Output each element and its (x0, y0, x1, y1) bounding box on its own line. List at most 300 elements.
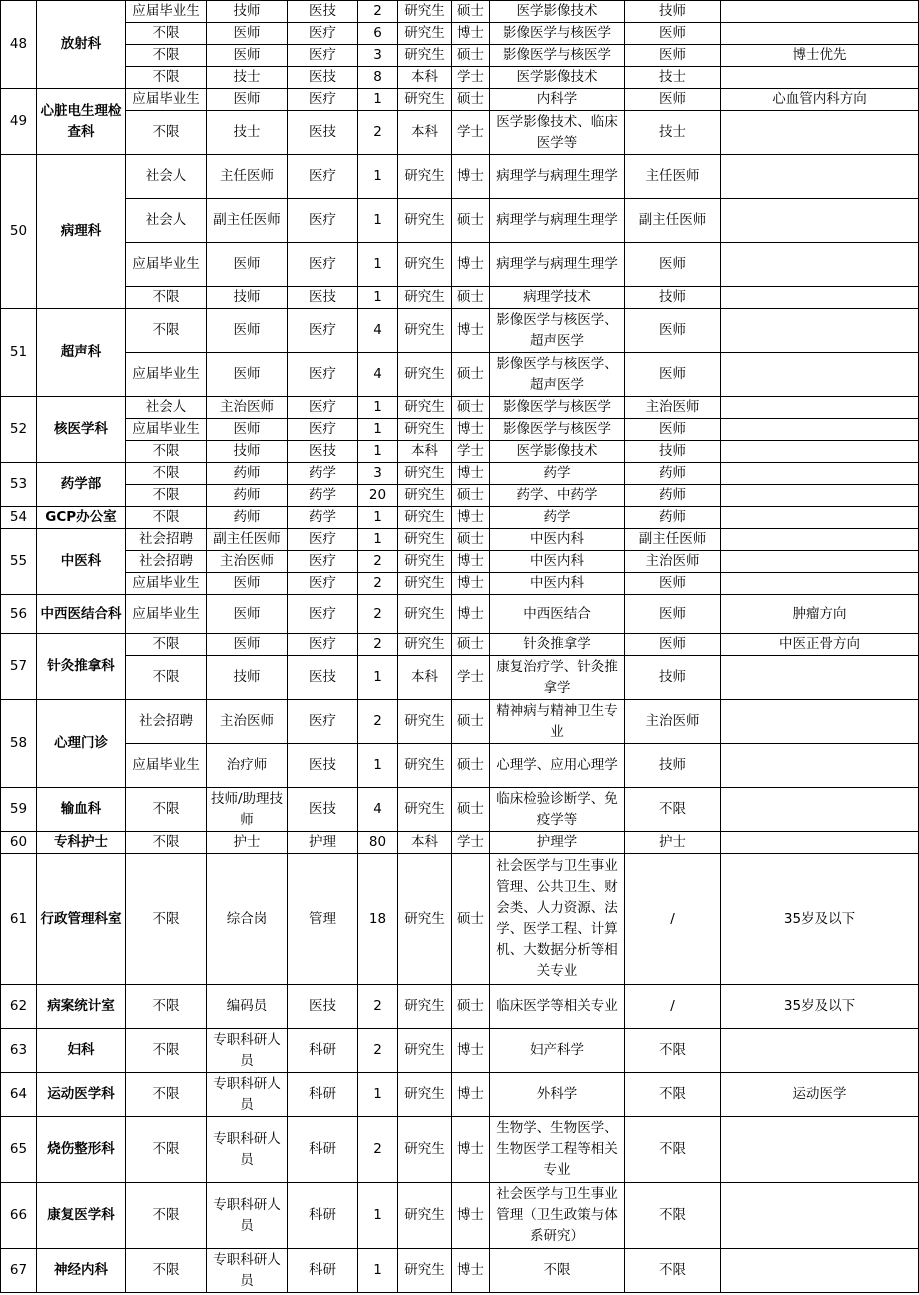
major-cell: 精神病与精神卫生专业 (490, 700, 625, 744)
category-cell: 科研 (288, 1117, 358, 1183)
post-cell: 医师 (207, 573, 288, 595)
note-cell: 博士优先 (721, 45, 919, 67)
qualification-cell: 技师 (625, 656, 721, 700)
note-cell (721, 1, 919, 23)
table-row (1, 573, 919, 595)
source-cell: 应届毕业生 (126, 89, 207, 111)
major-cell: 药学 (490, 507, 625, 529)
table-row (1, 1029, 919, 1073)
qualification-cell: 技师 (625, 287, 721, 309)
count-cell: 8 (358, 67, 398, 89)
table-row (1, 463, 919, 485)
post-cell: 技师 (207, 287, 288, 309)
qualification-cell: 药师 (625, 507, 721, 529)
major-cell: 护理学 (490, 832, 625, 854)
serial-number-cell: 60 (1, 832, 37, 854)
note-cell (721, 1183, 919, 1249)
source-cell: 应届毕业生 (126, 744, 207, 788)
education-cell: 研究生 (398, 551, 452, 573)
major-cell: 病理学与病理生理学 (490, 243, 625, 287)
category-cell: 医疗 (288, 199, 358, 243)
serial-number-cell: 66 (1, 1183, 37, 1249)
qualification-cell: 药师 (625, 485, 721, 507)
education-cell: 研究生 (398, 1249, 452, 1293)
education-cell: 研究生 (398, 353, 452, 397)
count-cell: 1 (358, 89, 398, 111)
degree-cell: 硕士 (452, 529, 490, 551)
education-cell: 研究生 (398, 1, 452, 23)
department-name-cell: 中医科 (37, 529, 126, 595)
department-name-cell: 放射科 (37, 1, 126, 89)
table-row (1, 507, 919, 529)
count-cell: 2 (358, 1117, 398, 1183)
count-cell: 80 (358, 832, 398, 854)
major-cell: 医学影像技术 (490, 67, 625, 89)
table-row (1, 309, 919, 353)
degree-cell: 硕士 (452, 700, 490, 744)
source-cell: 不限 (126, 23, 207, 45)
degree-cell: 博士 (452, 1183, 490, 1249)
qualification-cell: 技师 (625, 1, 721, 23)
degree-cell: 博士 (452, 23, 490, 45)
education-cell: 研究生 (398, 309, 452, 353)
count-cell: 1 (358, 507, 398, 529)
source-cell: 不限 (126, 1249, 207, 1293)
category-cell: 医疗 (288, 309, 358, 353)
education-cell: 本科 (398, 67, 452, 89)
note-cell (721, 1117, 919, 1183)
category-cell: 医疗 (288, 529, 358, 551)
source-cell: 不限 (126, 832, 207, 854)
education-cell: 本科 (398, 832, 452, 854)
degree-cell: 博士 (452, 155, 490, 199)
category-cell: 医疗 (288, 700, 358, 744)
department-name-cell: 运动医学科 (37, 1073, 126, 1117)
degree-cell: 博士 (452, 1249, 490, 1293)
note-cell (721, 656, 919, 700)
qualification-cell: 不限 (625, 1249, 721, 1293)
post-cell: 综合岗 (207, 854, 288, 985)
note-cell (721, 700, 919, 744)
count-cell: 2 (358, 985, 398, 1029)
post-cell: 医师 (207, 243, 288, 287)
source-cell: 不限 (126, 463, 207, 485)
serial-number-cell: 52 (1, 397, 37, 463)
serial-number-cell: 48 (1, 1, 37, 89)
serial-number-cell: 49 (1, 89, 37, 155)
degree-cell: 硕士 (452, 199, 490, 243)
major-cell: 病理学技术 (490, 287, 625, 309)
source-cell: 不限 (126, 287, 207, 309)
note-cell (721, 309, 919, 353)
post-cell: 医师 (207, 23, 288, 45)
source-cell: 不限 (126, 67, 207, 89)
qualification-cell: 主治医师 (625, 700, 721, 744)
table-row (1, 397, 919, 419)
table-body (1, 1, 919, 1293)
table-row (1, 485, 919, 507)
degree-cell: 学士 (452, 111, 490, 155)
note-cell (721, 744, 919, 788)
post-cell: 专职科研人员 (207, 1117, 288, 1183)
source-cell: 应届毕业生 (126, 1, 207, 23)
qualification-cell: / (625, 985, 721, 1029)
post-cell: 主治医师 (207, 700, 288, 744)
major-cell: 中西医结合 (490, 595, 625, 634)
count-cell: 1 (358, 1073, 398, 1117)
post-cell: 专职科研人员 (207, 1029, 288, 1073)
source-cell: 不限 (126, 309, 207, 353)
count-cell: 2 (358, 595, 398, 634)
count-cell: 1 (358, 243, 398, 287)
department-name-cell: 药学部 (37, 463, 126, 507)
education-cell: 研究生 (398, 529, 452, 551)
post-cell: 医师 (207, 45, 288, 67)
major-cell: 医学影像技术 (490, 441, 625, 463)
table-row (1, 23, 919, 45)
category-cell: 医疗 (288, 397, 358, 419)
source-cell: 应届毕业生 (126, 419, 207, 441)
note-cell (721, 788, 919, 832)
major-cell: 病理学与病理生理学 (490, 199, 625, 243)
post-cell: 副主任医师 (207, 529, 288, 551)
count-cell: 1 (358, 397, 398, 419)
department-name-cell: 病案统计室 (37, 985, 126, 1029)
source-cell: 应届毕业生 (126, 573, 207, 595)
degree-cell: 硕士 (452, 985, 490, 1029)
note-cell (721, 287, 919, 309)
education-cell: 本科 (398, 111, 452, 155)
category-cell: 医技 (288, 744, 358, 788)
major-cell: 社会医学与卫生事业管理（卫生政策与体系研究） (490, 1183, 625, 1249)
note-cell (721, 573, 919, 595)
major-cell: 康复治疗学、针灸推拿学 (490, 656, 625, 700)
category-cell: 医疗 (288, 419, 358, 441)
major-cell: 影像医学与核医学 (490, 23, 625, 45)
category-cell: 护理 (288, 832, 358, 854)
category-cell: 医疗 (288, 634, 358, 656)
source-cell: 社会人 (126, 199, 207, 243)
major-cell: 药学 (490, 463, 625, 485)
table-row (1, 656, 919, 700)
count-cell: 4 (358, 353, 398, 397)
count-cell: 1 (358, 419, 398, 441)
source-cell: 不限 (126, 656, 207, 700)
serial-number-cell: 63 (1, 1029, 37, 1073)
department-name-cell: 输血科 (37, 788, 126, 832)
degree-cell: 硕士 (452, 634, 490, 656)
source-cell: 不限 (126, 1117, 207, 1183)
major-cell: 社会医学与卫生事业管理、公共卫生、财会类、人力资源、法学、医学工程、计算机、大数据分析等相关专业 (490, 854, 625, 985)
department-name-cell: GCP办公室 (37, 507, 126, 529)
qualification-cell: 医师 (625, 309, 721, 353)
department-name-cell: 心脏电生理检查科 (37, 89, 126, 155)
major-cell: 临床医学等相关专业 (490, 985, 625, 1029)
qualification-cell: 不限 (625, 1029, 721, 1073)
qualification-cell: 医师 (625, 23, 721, 45)
degree-cell: 博士 (452, 595, 490, 634)
category-cell: 科研 (288, 1183, 358, 1249)
table-row (1, 89, 919, 111)
source-cell: 不限 (126, 1073, 207, 1117)
department-name-cell: 核医学科 (37, 397, 126, 463)
post-cell: 药师 (207, 463, 288, 485)
post-cell: 专职科研人员 (207, 1183, 288, 1249)
category-cell: 医疗 (288, 551, 358, 573)
count-cell: 3 (358, 45, 398, 67)
serial-number-cell: 57 (1, 634, 37, 700)
source-cell: 不限 (126, 111, 207, 155)
post-cell: 药师 (207, 507, 288, 529)
post-cell: 技师 (207, 441, 288, 463)
major-cell: 外科学 (490, 1073, 625, 1117)
post-cell: 编码员 (207, 985, 288, 1029)
source-cell: 不限 (126, 985, 207, 1029)
serial-number-cell: 50 (1, 155, 37, 309)
source-cell: 社会人 (126, 397, 207, 419)
qualification-cell: 副主任医师 (625, 199, 721, 243)
department-name-cell: 烧伤整形科 (37, 1117, 126, 1183)
category-cell: 医疗 (288, 595, 358, 634)
major-cell: 心理学、应用心理学 (490, 744, 625, 788)
major-cell: 药学、中药学 (490, 485, 625, 507)
note-cell (721, 441, 919, 463)
major-cell: 中医内科 (490, 551, 625, 573)
note-cell (721, 1249, 919, 1293)
education-cell: 研究生 (398, 419, 452, 441)
post-cell: 主任医师 (207, 155, 288, 199)
education-cell: 研究生 (398, 700, 452, 744)
post-cell: 医师 (207, 353, 288, 397)
serial-number-cell: 51 (1, 309, 37, 397)
degree-cell: 硕士 (452, 854, 490, 985)
major-cell: 生物学、生物医学、生物医学工程等相关专业 (490, 1117, 625, 1183)
degree-cell: 博士 (452, 551, 490, 573)
post-cell: 技士 (207, 67, 288, 89)
degree-cell: 硕士 (452, 744, 490, 788)
category-cell: 药学 (288, 463, 358, 485)
serial-number-cell: 58 (1, 700, 37, 788)
major-cell: 中医内科 (490, 529, 625, 551)
count-cell: 1 (358, 1183, 398, 1249)
count-cell: 2 (358, 700, 398, 744)
count-cell: 2 (358, 111, 398, 155)
category-cell: 医疗 (288, 155, 358, 199)
degree-cell: 博士 (452, 1073, 490, 1117)
table-row (1, 1249, 919, 1293)
degree-cell: 博士 (452, 573, 490, 595)
education-cell: 本科 (398, 656, 452, 700)
post-cell: 主治医师 (207, 551, 288, 573)
post-cell: 技师 (207, 656, 288, 700)
degree-cell: 学士 (452, 832, 490, 854)
qualification-cell: 主任医师 (625, 155, 721, 199)
table-row (1, 353, 919, 397)
source-cell: 社会招聘 (126, 551, 207, 573)
table-row (1, 1073, 919, 1117)
count-cell: 1 (358, 155, 398, 199)
degree-cell: 学士 (452, 67, 490, 89)
education-cell: 本科 (398, 441, 452, 463)
education-cell: 研究生 (398, 595, 452, 634)
qualification-cell: 不限 (625, 1117, 721, 1183)
note-cell (721, 463, 919, 485)
post-cell: 医师 (207, 419, 288, 441)
post-cell: 副主任医师 (207, 199, 288, 243)
major-cell: 影像医学与核医学 (490, 419, 625, 441)
source-cell: 不限 (126, 507, 207, 529)
note-cell (721, 507, 919, 529)
note-cell (721, 832, 919, 854)
department-name-cell: 病理科 (37, 155, 126, 309)
table-row (1, 744, 919, 788)
degree-cell: 博士 (452, 243, 490, 287)
category-cell: 医技 (288, 788, 358, 832)
category-cell: 医疗 (288, 23, 358, 45)
major-cell: 影像医学与核医学、超声医学 (490, 353, 625, 397)
note-cell (721, 67, 919, 89)
qualification-cell: 技师 (625, 441, 721, 463)
qualification-cell: 医师 (625, 595, 721, 634)
department-name-cell: 行政管理科室 (37, 854, 126, 985)
education-cell: 研究生 (398, 199, 452, 243)
category-cell: 药学 (288, 507, 358, 529)
qualification-cell: / (625, 854, 721, 985)
table-row (1, 45, 919, 67)
education-cell: 研究生 (398, 485, 452, 507)
table-row (1, 441, 919, 463)
degree-cell: 硕士 (452, 485, 490, 507)
note-cell (721, 529, 919, 551)
table-row (1, 985, 919, 1029)
post-cell: 医师 (207, 309, 288, 353)
category-cell: 医疗 (288, 243, 358, 287)
post-cell: 专职科研人员 (207, 1249, 288, 1293)
note-cell: 运动医学 (721, 1073, 919, 1117)
category-cell: 医疗 (288, 573, 358, 595)
note-cell (721, 485, 919, 507)
serial-number-cell: 64 (1, 1073, 37, 1117)
degree-cell: 硕士 (452, 353, 490, 397)
qualification-cell: 医师 (625, 89, 721, 111)
major-cell: 病理学与病理生理学 (490, 155, 625, 199)
serial-number-cell: 61 (1, 854, 37, 985)
note-cell (721, 551, 919, 573)
note-cell (721, 1029, 919, 1073)
source-cell: 不限 (126, 854, 207, 985)
table-row (1, 700, 919, 744)
note-cell (721, 353, 919, 397)
major-cell: 影像医学与核医学 (490, 45, 625, 67)
post-cell: 技师 (207, 1, 288, 23)
qualification-cell: 医师 (625, 45, 721, 67)
category-cell: 药学 (288, 485, 358, 507)
count-cell: 2 (358, 1029, 398, 1073)
education-cell: 研究生 (398, 1117, 452, 1183)
post-cell: 治疗师 (207, 744, 288, 788)
source-cell: 不限 (126, 634, 207, 656)
category-cell: 医疗 (288, 89, 358, 111)
count-cell: 4 (358, 788, 398, 832)
department-name-cell: 康复医学科 (37, 1183, 126, 1249)
serial-number-cell: 55 (1, 529, 37, 595)
degree-cell: 硕士 (452, 397, 490, 419)
category-cell: 科研 (288, 1073, 358, 1117)
serial-number-cell: 59 (1, 788, 37, 832)
major-cell: 不限 (490, 1249, 625, 1293)
serial-number-cell: 65 (1, 1117, 37, 1183)
education-cell: 研究生 (398, 854, 452, 985)
table-row (1, 788, 919, 832)
qualification-cell: 技士 (625, 111, 721, 155)
table-row (1, 1, 919, 23)
category-cell: 医技 (288, 985, 358, 1029)
category-cell: 医疗 (288, 353, 358, 397)
table-row (1, 419, 919, 441)
education-cell: 研究生 (398, 507, 452, 529)
serial-number-cell: 53 (1, 463, 37, 507)
education-cell: 研究生 (398, 397, 452, 419)
major-cell: 针灸推拿学 (490, 634, 625, 656)
note-cell (721, 419, 919, 441)
post-cell: 技师/助理技师 (207, 788, 288, 832)
degree-cell: 博士 (452, 507, 490, 529)
degree-cell: 硕士 (452, 788, 490, 832)
post-cell: 医师 (207, 595, 288, 634)
table-row (1, 634, 919, 656)
serial-number-cell: 67 (1, 1249, 37, 1293)
count-cell: 1 (358, 199, 398, 243)
education-cell: 研究生 (398, 287, 452, 309)
qualification-cell: 不限 (625, 788, 721, 832)
source-cell: 社会人 (126, 155, 207, 199)
qualification-cell: 主治医师 (625, 397, 721, 419)
qualification-cell: 技师 (625, 744, 721, 788)
count-cell: 1 (358, 656, 398, 700)
serial-number-cell: 62 (1, 985, 37, 1029)
qualification-cell: 不限 (625, 1183, 721, 1249)
note-cell: 35岁及以下 (721, 854, 919, 985)
qualification-cell: 主治医师 (625, 551, 721, 573)
table-row (1, 595, 919, 634)
source-cell: 应届毕业生 (126, 353, 207, 397)
note-cell (721, 397, 919, 419)
count-cell: 1 (358, 744, 398, 788)
education-cell: 研究生 (398, 23, 452, 45)
note-cell: 中医正骨方向 (721, 634, 919, 656)
source-cell: 应届毕业生 (126, 243, 207, 287)
source-cell: 社会招聘 (126, 700, 207, 744)
serial-number-cell: 56 (1, 595, 37, 634)
major-cell: 内科学 (490, 89, 625, 111)
category-cell: 医技 (288, 1, 358, 23)
count-cell: 20 (358, 485, 398, 507)
qualification-cell: 医师 (625, 353, 721, 397)
note-cell: 35岁及以下 (721, 985, 919, 1029)
count-cell: 1 (358, 1249, 398, 1293)
post-cell: 专职科研人员 (207, 1073, 288, 1117)
count-cell: 2 (358, 634, 398, 656)
table-row (1, 832, 919, 854)
category-cell: 医技 (288, 656, 358, 700)
department-name-cell: 超声科 (37, 309, 126, 397)
source-cell: 不限 (126, 1029, 207, 1073)
table-row (1, 551, 919, 573)
education-cell: 研究生 (398, 788, 452, 832)
table-row (1, 1117, 919, 1183)
degree-cell: 学士 (452, 656, 490, 700)
table-row (1, 529, 919, 551)
